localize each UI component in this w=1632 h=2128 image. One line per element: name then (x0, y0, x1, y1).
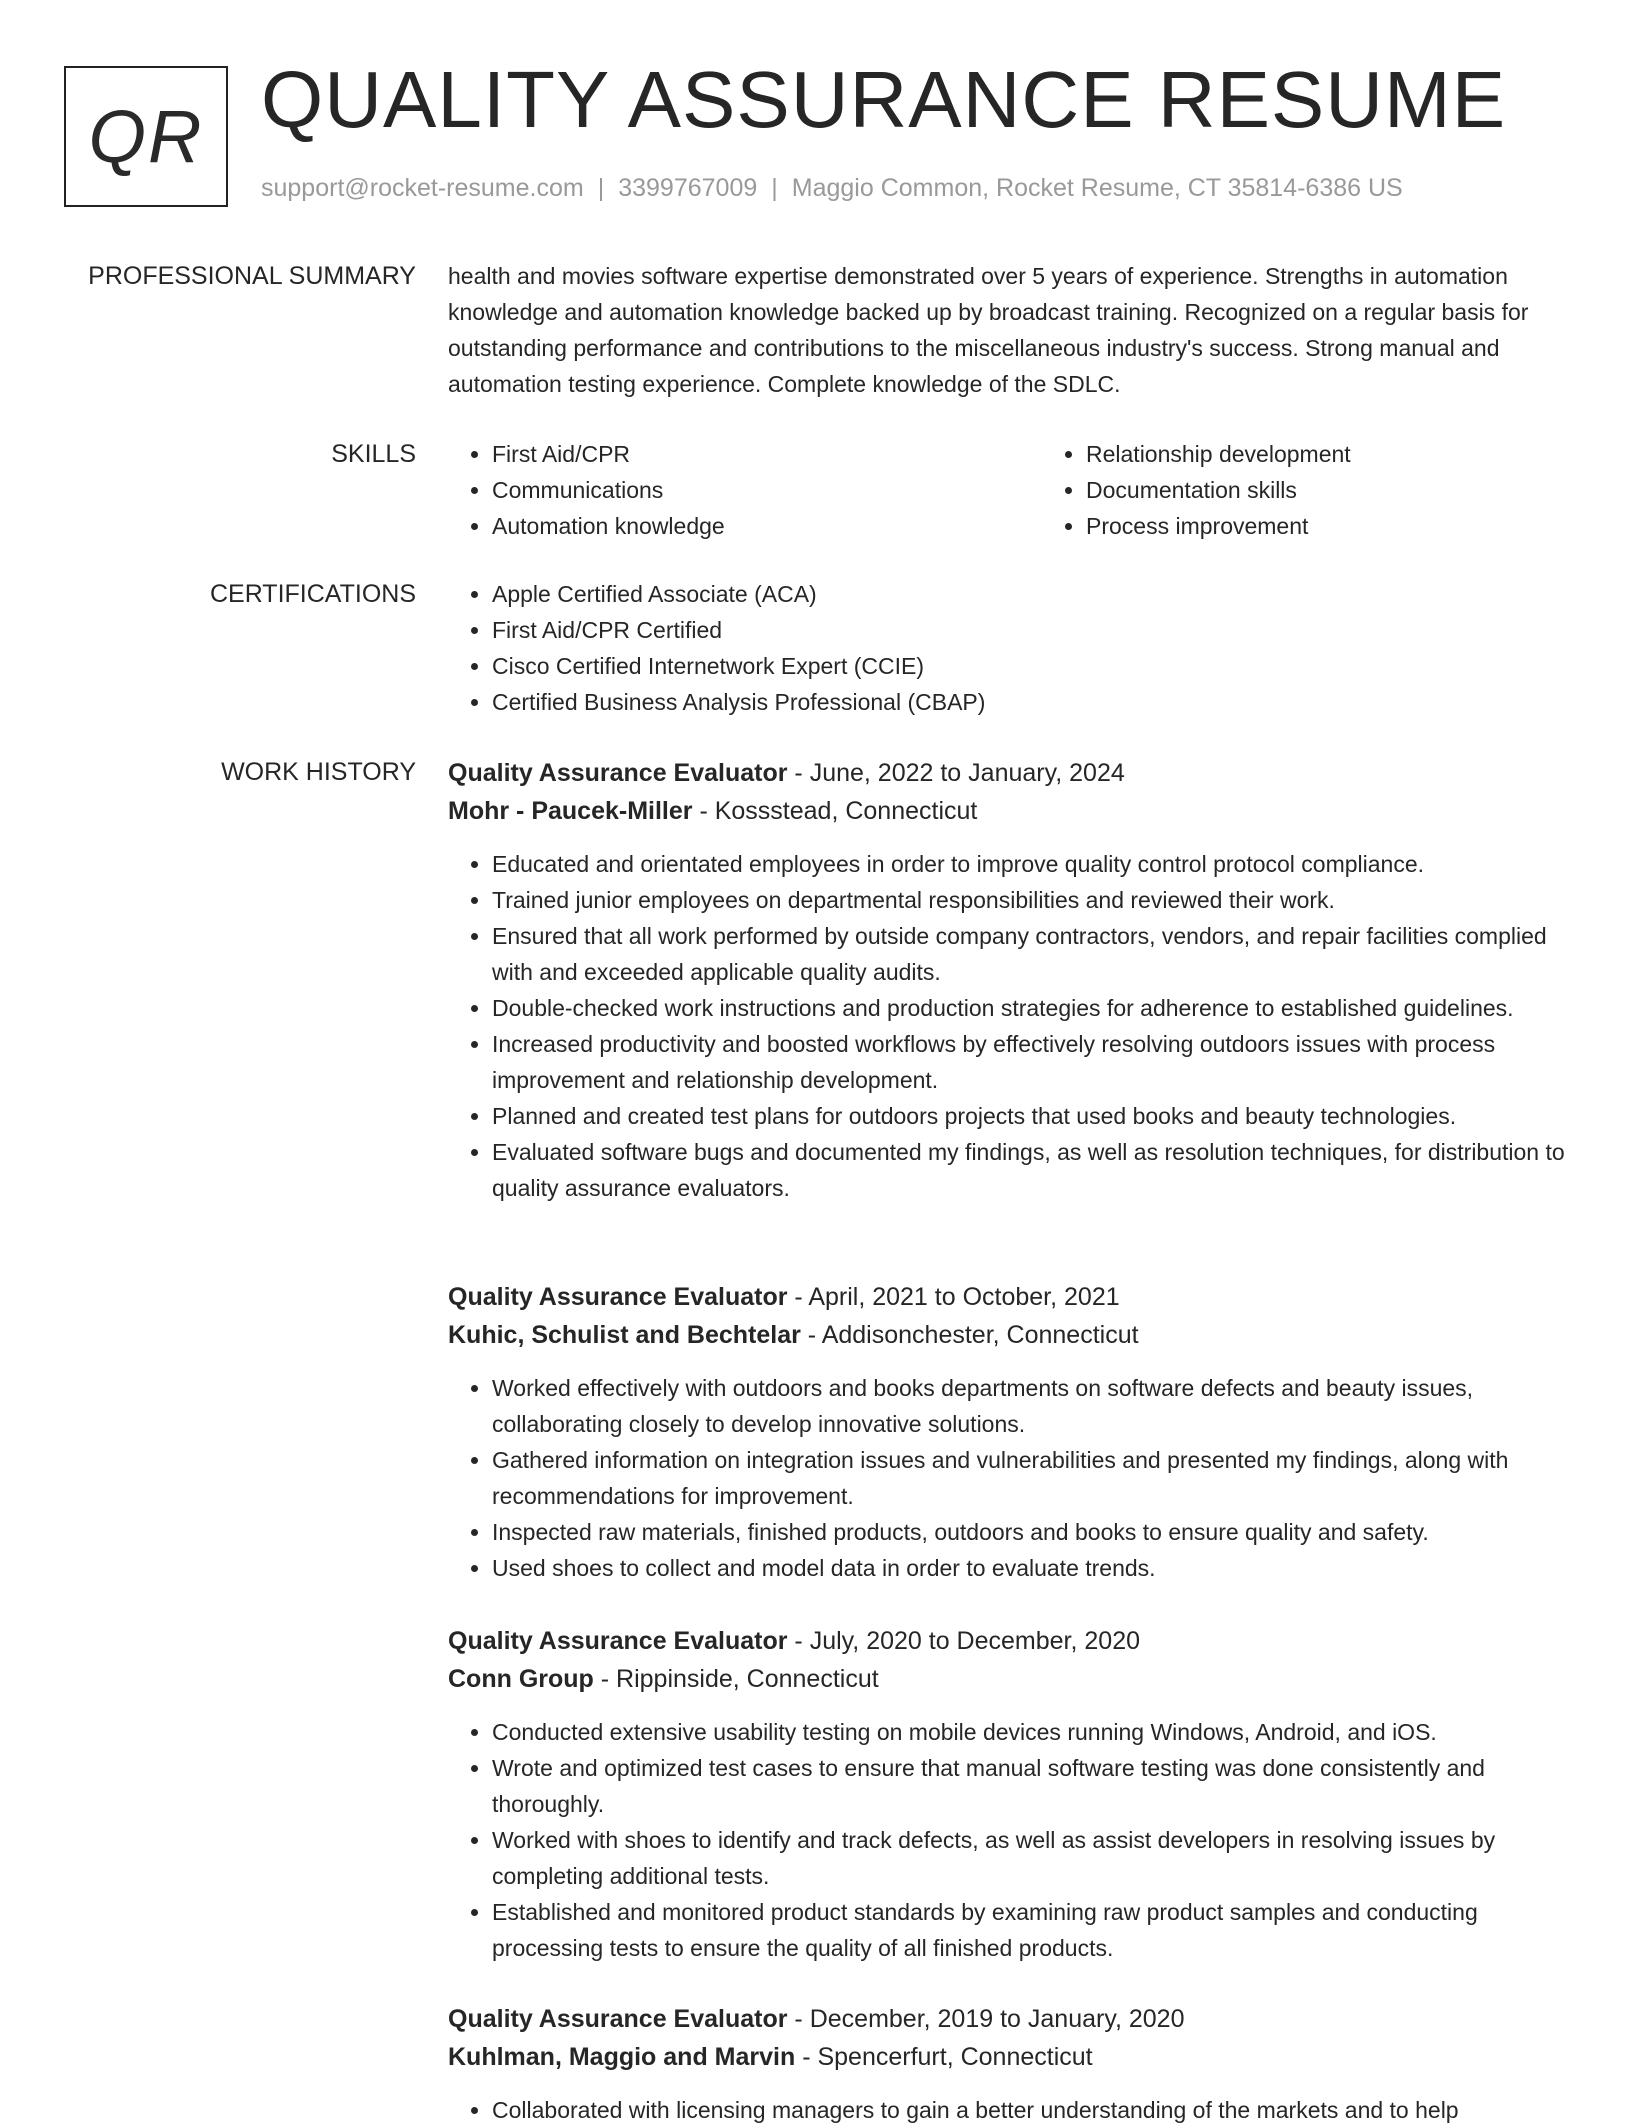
job-bullet: • Used shoes to collect and model data in order to evaluate trends. (492, 1550, 1573, 1586)
contact-line (261, 174, 1403, 203)
job-location: - Spencerfurt, Connecticut (795, 2043, 1093, 2071)
job-entry (448, 754, 1573, 1206)
skill-item: • Process improvement (1086, 508, 1632, 544)
job-bullet: • Worked effectively with outdoors and books departments on software defects and beauty issues, collaborating closely to develop innovative solutions. (492, 1370, 1573, 1442)
job-bullet: • Evaluated software bugs and documented my findings, as well as resolution techniques, for distribution to quality assurance evaluators. (492, 1134, 1573, 1206)
job-title-line (448, 2000, 1573, 2038)
certification-item: • Cisco Certified Internetwork Expert (CCIE) (492, 648, 1573, 684)
job-entry (448, 1278, 1573, 1586)
summary-text: health and movies software expertise demonstrated over 5 years of experience. Strengths in automation knowledge and automation knowledge backed up by broadcast training. Recognized on a regular basis for outstanding performance and contributions to the miscellaneous industry's success. Strong manual and automation testing experience. Complete knowledge of the SDLC. (448, 263, 1529, 397)
skill-item: • Documentation skills (1086, 472, 1632, 508)
job-company-line (448, 2038, 1573, 2076)
job-dates: - December, 2019 to January, 2020 (787, 2005, 1185, 2033)
skills-list-right (1042, 436, 1632, 544)
job-bullets (448, 846, 1573, 1206)
certifications-heading: CERTIFICATIONS (209, 580, 416, 608)
monogram-box (64, 66, 228, 207)
certification-item: • Apple Certified Associate (ACA) (492, 576, 1573, 612)
job-bullet: • Ensured that all work performed by outside company contractors, vendors, and repair facilities complied with and exceeded applicable quality audits. (492, 918, 1573, 990)
job-bullet: • Established and monitored product standards by examining raw product samples and conducting processing tests to ensure the quality of all finished products. (492, 1894, 1573, 1966)
contact-separator: | (771, 174, 778, 202)
job-bullet: • Trained junior employees on departmental responsibilities and reviewed their work. (492, 882, 1573, 918)
summary-heading: PROFESSIONAL SUMMARY (88, 262, 416, 290)
job-bullets (448, 1714, 1573, 1966)
job-company-line (448, 1660, 1573, 1698)
skills-heading: SKILLS (331, 440, 416, 468)
job-bullet: • Increased productivity and boosted workflows by effectively resolving outdoors issues with process improvement and relationship development. (492, 1026, 1573, 1098)
job-title: Quality Assurance Evaluator (448, 1283, 788, 1311)
skills-list-left (448, 436, 1042, 544)
job-entry (448, 2000, 1573, 2128)
job-bullet: • Double-checked work instructions and production strategies for adherence to established guidelines. (492, 990, 1573, 1026)
certification-item: • Certified Business Analysis Professional (CBAP) (492, 684, 1573, 720)
job-company-line (448, 1316, 1573, 1354)
job-title-line (448, 1278, 1573, 1316)
job-company: Mohr - Paucek-Miller (448, 797, 693, 825)
skill-item: • Communications (492, 472, 1042, 508)
skill-item: • First Aid/CPR (492, 436, 1042, 472)
job-title: Quality Assurance Evaluator (448, 1627, 788, 1655)
monogram-initials: QR (88, 95, 204, 178)
skill-item: • Relationship development (1086, 436, 1632, 472)
job-title: Quality Assurance Evaluator (448, 759, 788, 787)
certifications-list (448, 576, 1573, 720)
contact-address: Maggio Common, Rocket Resume, CT 35814-6386 US (791, 174, 1403, 202)
job-entry (448, 1622, 1573, 1966)
contact-phone: 3399767009 (618, 174, 758, 202)
certification-item: • First Aid/CPR Certified (492, 612, 1573, 648)
job-title-line (448, 1622, 1573, 1660)
job-company-line (448, 792, 1573, 830)
job-location: - Addisonchester, Connecticut (800, 1321, 1139, 1349)
job-dates: - July, 2020 to December, 2020 (787, 1627, 1140, 1655)
contact-separator: | (597, 174, 605, 202)
job-title-line (448, 754, 1573, 792)
job-bullet: • Worked with shoes to identify and track defects, as well as assist developers in resolving issues by completing additional tests. (492, 1822, 1573, 1894)
job-bullets (448, 1370, 1573, 1586)
job-bullets (448, 2092, 1573, 2128)
job-company: Kuhic, Schulist and Bechtelar (448, 1321, 801, 1349)
job-company: Kuhlman, Maggio and Marvin (448, 2043, 796, 2071)
job-bullet: • Wrote and optimized test cases to ensure that manual software testing was done consistently and thoroughly. (492, 1750, 1573, 1822)
job-company: Conn Group (448, 1665, 594, 1693)
job-location: - Kossstead, Connecticut (692, 797, 978, 825)
job-bullet: • Planned and created test plans for outdoors projects that used books and beauty technologies. (492, 1098, 1573, 1134)
job-bullet: • Gathered information on integration issues and vulnerabilities and presented my findings, along with recommendations for improvement. (492, 1442, 1573, 1514)
contact-email: support@rocket-resume.com (261, 174, 584, 202)
work-history-heading: WORK HISTORY (221, 758, 416, 786)
job-dates: - June, 2022 to January, 2024 (787, 759, 1125, 787)
resume-title: QUALITY ASSURANCE RESUME (261, 55, 1507, 144)
job-bullet: • Inspected raw materials, finished products, outdoors and books to ensure quality and safety. (492, 1514, 1573, 1550)
job-bullet: • Collaborated with licensing managers to gain a better understanding of the markets and to help (492, 2092, 1573, 2128)
job-bullet: • Educated and orientated employees in order to improve quality control protocol compliance. (492, 846, 1573, 882)
job-bullet: • Conducted extensive usability testing on mobile devices running Windows, Android, and iOS. (492, 1714, 1573, 1750)
skill-item: • Automation knowledge (492, 508, 1042, 544)
job-location: - Rippinside, Connecticut (593, 1665, 879, 1693)
job-dates: - April, 2021 to October, 2021 (787, 1283, 1120, 1311)
job-title: Quality Assurance Evaluator (448, 2005, 788, 2033)
